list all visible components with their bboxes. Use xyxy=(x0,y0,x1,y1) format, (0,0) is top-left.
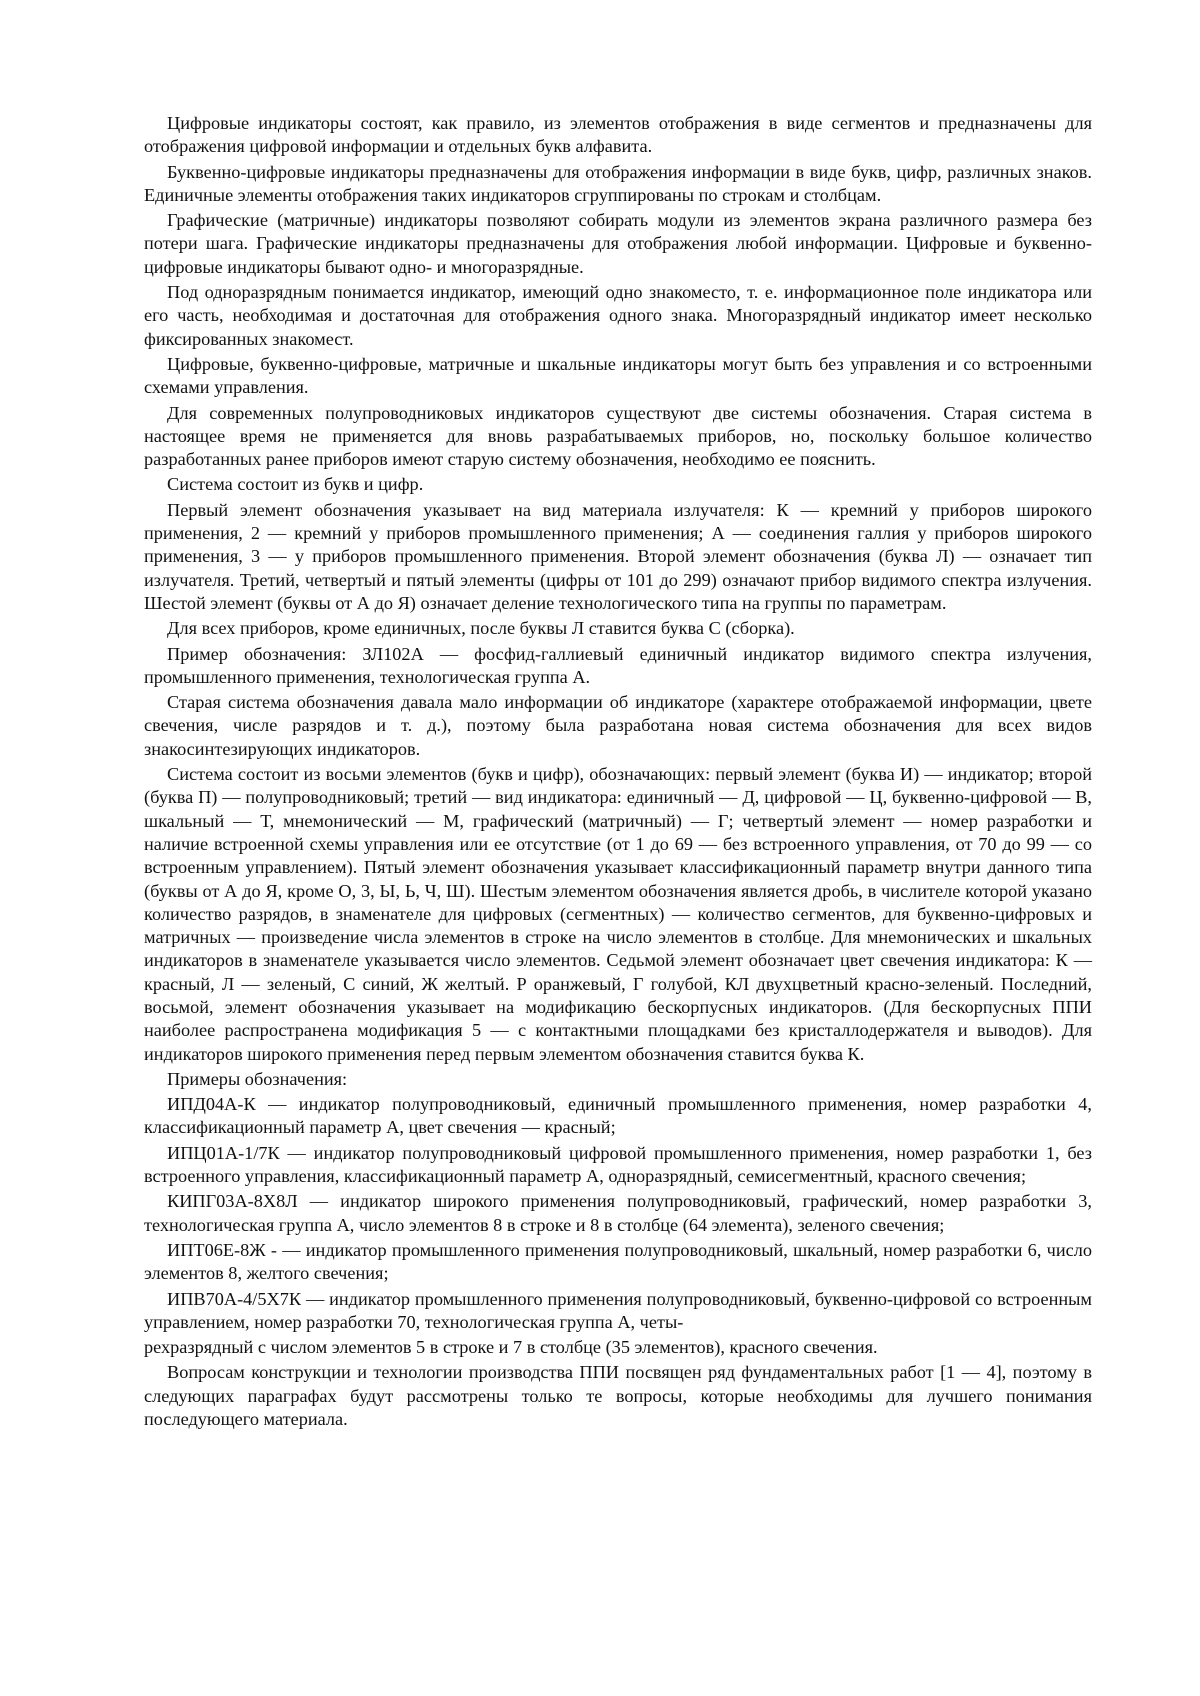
document-page xyxy=(144,112,1092,1433)
paragraph: ИПЦ01А-1/7К — индикатор полупроводниковый цифровой промышленного применения, номер разработки 1, без встроенного управления, классификационный параметр А, одноразрядный, семисегментный, красного свечения; xyxy=(144,1142,1092,1187)
paragraph: Пример обозначения: ЗЛ102А — фосфид-галлиевый единичный индикатор видимого спектра излучения, промышленного применения, технологическая группа А. xyxy=(144,643,1092,687)
paragraph: ИПТ06Е-8Ж - — индикатор промышленного применения полупроводниковый, шкальный, номер разработки 6, число элементов 8, желтого свечения; xyxy=(144,1239,1092,1284)
paragraph: ИПВ70А-4/5Х7К — индикатор промышленного применения полупроводниковый, буквенно-цифровой со встроенным управлением, номер разработки 70, технологическая группа А, четы- xyxy=(144,1288,1092,1332)
paragraph: Система состоит из восьми элементов (букв и цифр), обозначающих: первый элемент (буква И) — индикатор; второй (буква П) — полупроводниковый; третий — вид индикатора: единичный — Д, цифровой — Ц, буквенно-цифровой — В, шкальный — Т, мнемонический — М, графический (матричный) — Г; четвертый элемент — номер разработки и наличие встроенной схемы управления или ее отсутствие (от 1 до 69 — без встроенного управления, от 70 до 99 — со встроенным управлением). Пятый элемент обозначения указывает классификационный параметр внутри данного типа (буквы от А до Я, кроме О, 3, Ы, Ь, Ч, Ш). Шестым элементом обозначения является дробь, в числителе которой указано количество разрядов, в знаменателе для цифровых (сегментных) — количество сегментов, для буквенно-цифровых и матричных — произведение числа элементов в строке на число элементов в столбце. Для мнемонических и шкальных индикаторов в знаменателе указывается число элементов. Седьмой элемент обозначает цвет свечения индикатора: К — красный, Л — зеленый, С синий, Ж желтый. Р оранжевый, Г голубой, КЛ двухцветный красно-зеленый. Последний, восьмой, элемент обозначения указывает на модификацию бескорпусных индикаторов. (Для бескорпусных ППИ наиболее распространена модификация 5 — с контактными площадками без кристаллодержателя и выводов). Для индикаторов широкого применения перед первым элементом обозначения ставится буква К. xyxy=(144,764,1092,1064)
paragraph: Буквенно-цифровые индикаторы предназначены для отображения информации в виде букв, цифр, различных знаков. Единичные элементы отображения таких индикаторов сгруппированы по строкам и столбцам. xyxy=(144,161,1092,205)
paragraph: Для всех приборов, кроме единичных, после буквы Л ставится буква С (сборка). xyxy=(167,618,795,639)
paragraph: Первый элемент обозначения указывает на вид материала излучателя: К — кремний у приборов широкого применения, 2 — кремний у приборов промышленного применения; А — соединения галлия у приборов широкого применения, 3 — у приборов промышленного применения. Второй элемент обозначения (буква Л) — означает тип излучателя. Третий, четвертый и пятый элементы (цифры от 101 до 299) означают прибор видимого спектра излучения. Шестой элемент (буквы от А до Я) означает деление технологического типа на группы по параметрам. xyxy=(144,499,1092,613)
paragraph: рехразрядный с числом элементов 5 в строке и 7 в столбце (35 элементов), красного свечения. xyxy=(144,1337,878,1358)
paragraph: Старая система обозначения давала мало информации об индикаторе (характере отображаемой информации, цвете свечения, числе разрядов и т. д.), поэтому была разработана новая система обозначения для всех видов знакосинтезирующих индикаторов. xyxy=(144,692,1092,759)
paragraph: Графические (матричные) индикаторы позволяют собирать модули из элементов экрана различного размера без потери шага. Графические индикаторы предназначены для отображения любой информации. Цифровые и буквенно-цифровые индикаторы бывают одно- и многоразрядные. xyxy=(144,210,1092,277)
paragraph: Цифровые индикаторы состоят, как правило, из элементов отображения в виде сегментов и предназначены для отображения цифровой информации и отдельных букв алфавита. xyxy=(144,113,1092,157)
paragraph: Цифровые, буквенно-цифровые, матричные и шкальные индикаторы могут быть без управления и со встроенными схемами управления. xyxy=(144,353,1092,398)
paragraph: Система состоит из букв и цифр. xyxy=(167,474,424,495)
paragraph: ИПД04А-К — индикатор полупроводниковый, единичный промышленного применения, номер разработки 4, классификационный параметр А, цвет свечения — красный; xyxy=(144,1094,1092,1138)
paragraph: Для современных полупроводниковых индикаторов существуют две системы обозначения. Старая система в настоящее время не применяется для вновь разрабатываемых приборов, но, поскольку большое количество разработанных ранее приборов имеют старую систему обозначения, необходимо ее пояснить. xyxy=(144,402,1092,470)
paragraph: Вопросам конструкции и технологии производства ППИ посвящен ряд фундаментальных работ [1 — 4], поэтому в следующих параграфах будут рассмотрены только те вопросы, которые необходимы для лучшего понимания последующего материала. xyxy=(144,1362,1092,1430)
paragraph: Примеры обозначения: xyxy=(167,1068,348,1089)
paragraph: Под одноразрядным понимается индикатор, имеющий одно знакоместо, т. е. информационное поле индикатора или его часть, необходимая и достаточная для отображения одного знака. Многоразрядный индикатор имеет несколько фиксированных знакомест. xyxy=(144,282,1092,349)
paragraph: КИПГ03А-8Х8Л — индикатор широкого применения полупроводниковый, графический, номер разработки 3, технологическая группа А, число элементов 8 в строке и 8 в столбце (64 элемента), зеленого свечения; xyxy=(144,1191,1092,1235)
